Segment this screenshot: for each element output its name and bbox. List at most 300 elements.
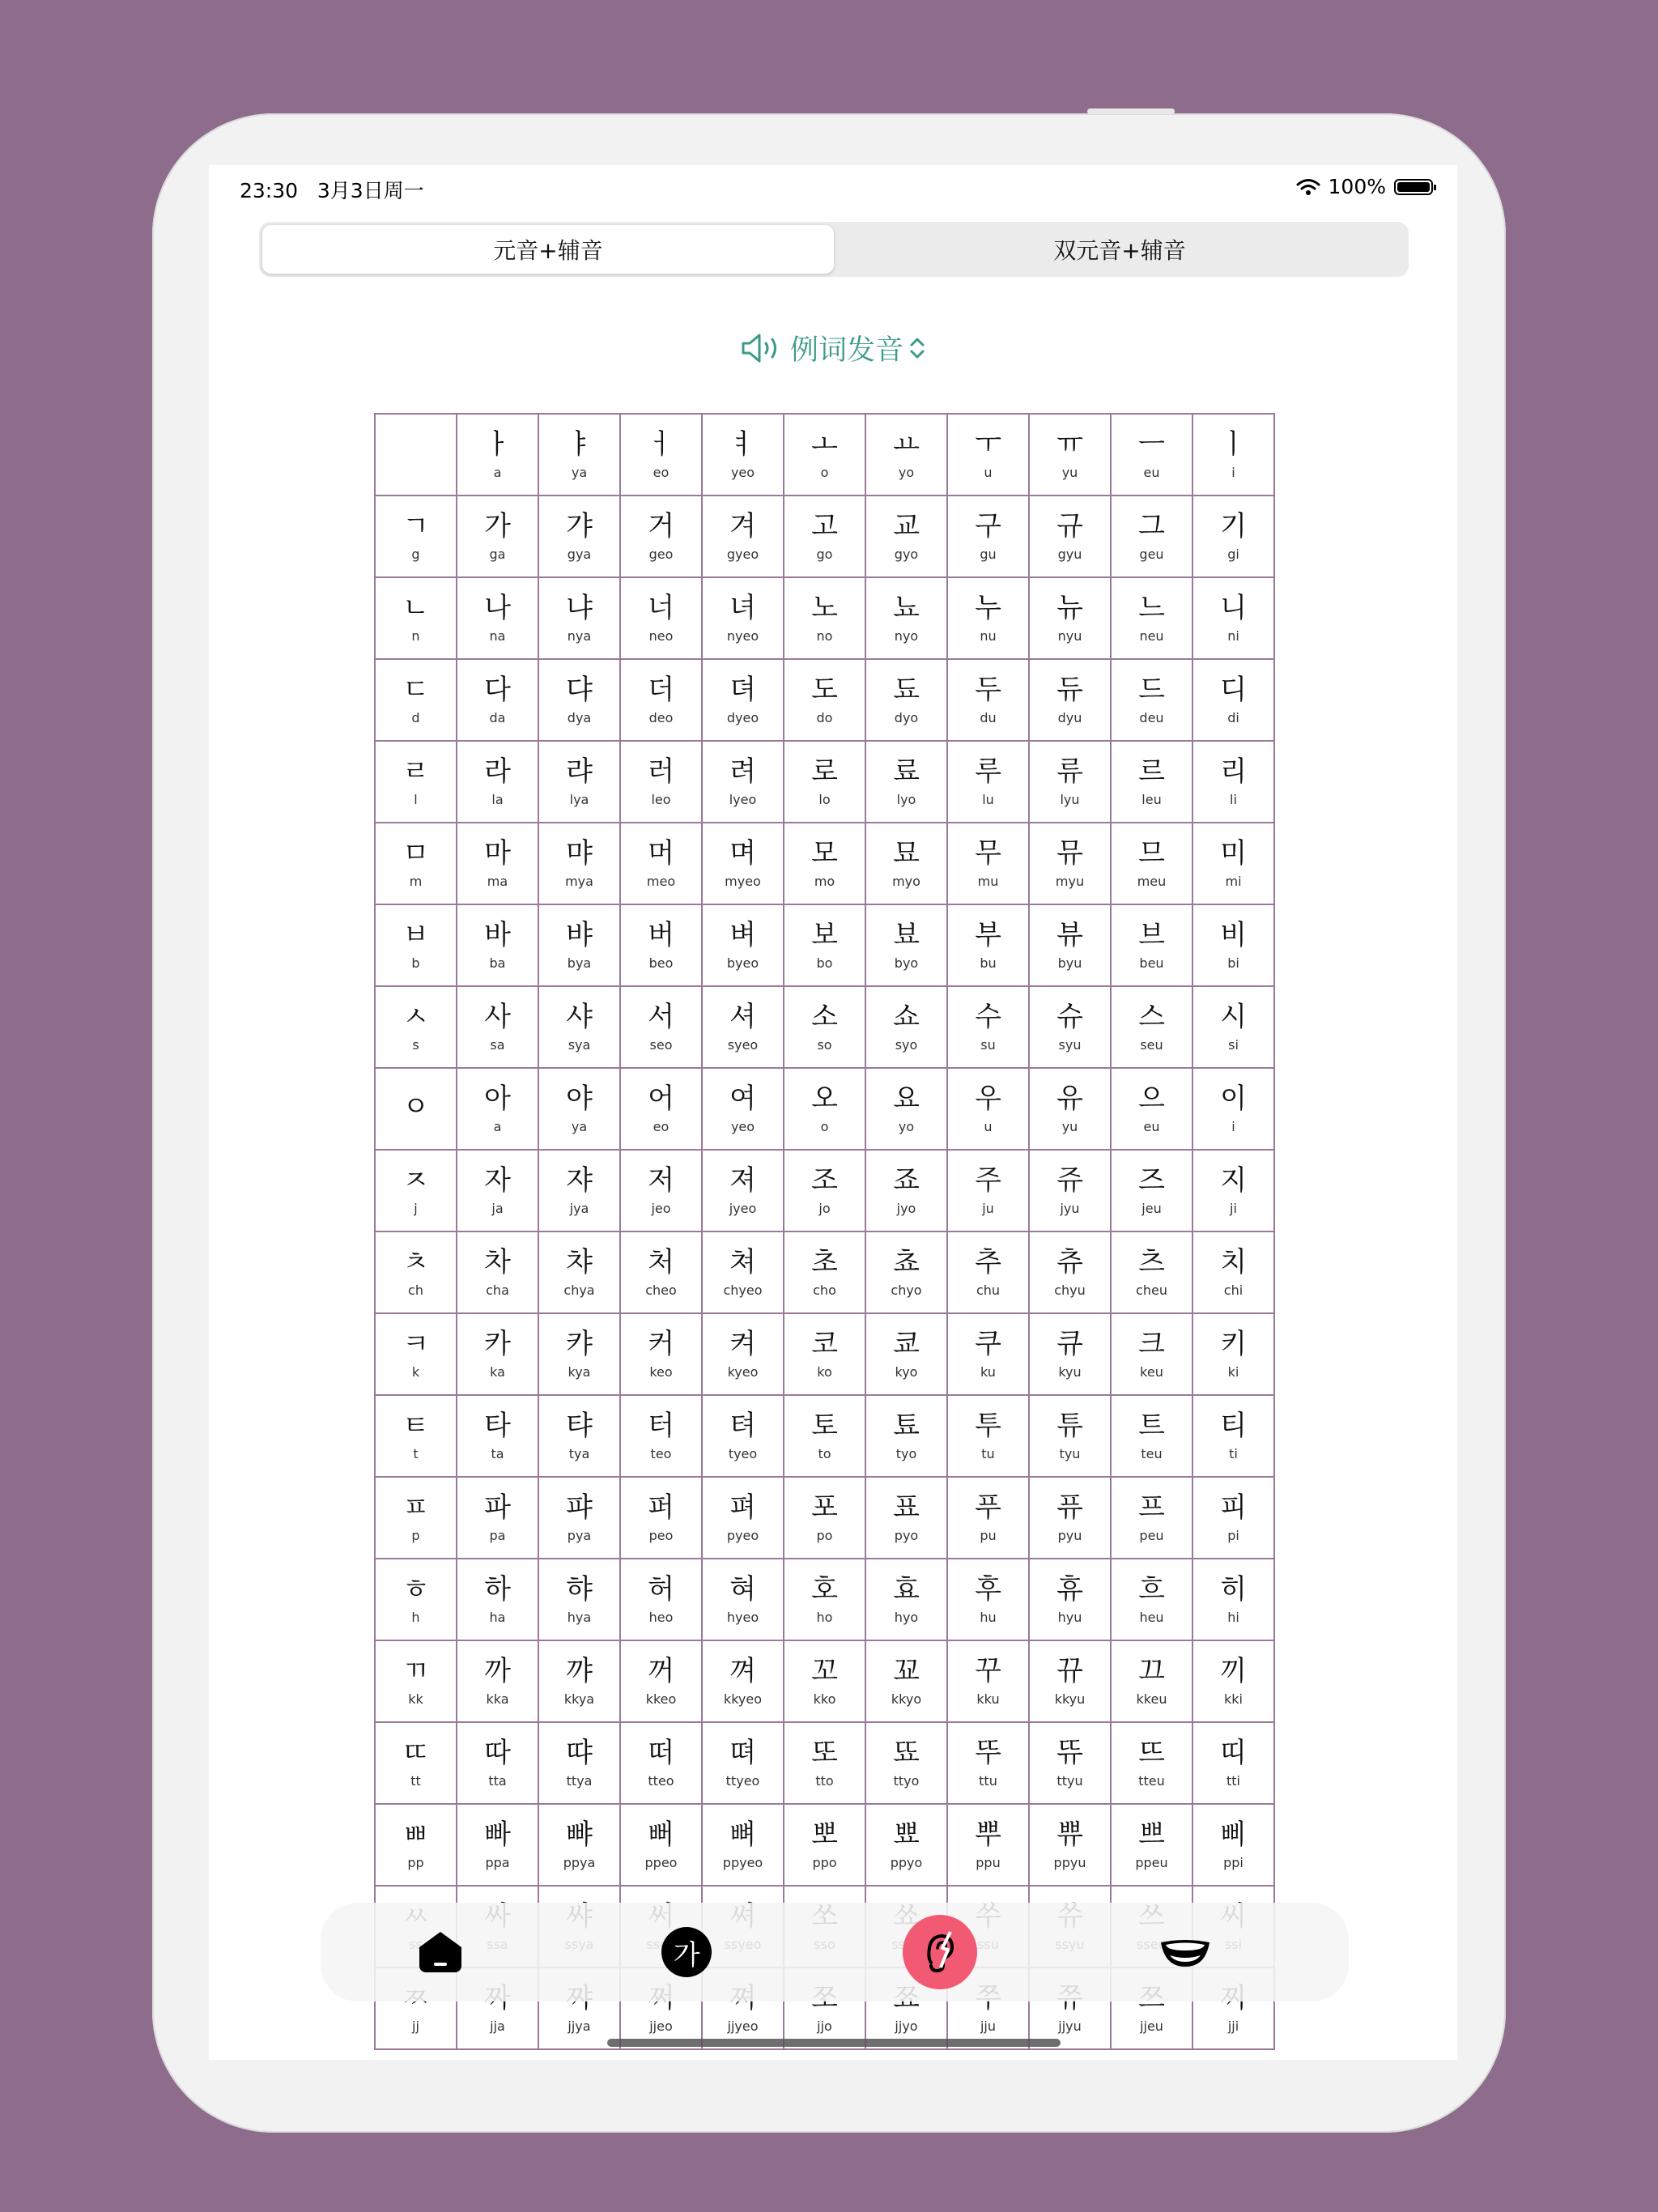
syllable-cell[interactable] xyxy=(1029,1477,1111,1559)
cell-romanization: si xyxy=(1228,1036,1239,1053)
syllable-cell[interactable] xyxy=(947,823,1029,904)
syllable-cell[interactable] xyxy=(784,904,865,986)
syllable-cell[interactable] xyxy=(1111,496,1192,577)
syllable-cell[interactable] xyxy=(1192,741,1274,823)
syllable-cell[interactable] xyxy=(620,1150,702,1231)
vowel-header-cell[interactable] xyxy=(457,414,538,496)
syllable-cell[interactable] xyxy=(784,1231,865,1313)
syllable-cell[interactable] xyxy=(865,1722,947,1804)
cell-romanization: jo xyxy=(818,1200,831,1216)
syllable-cell[interactable] xyxy=(1111,904,1192,986)
cell-romanization: chyu xyxy=(1054,1282,1086,1298)
vowel-header-cell[interactable] xyxy=(1192,414,1274,496)
cell-romanization: kyo xyxy=(895,1363,918,1380)
syllable-cell[interactable] xyxy=(620,1231,702,1313)
syllable-cell[interactable] xyxy=(865,823,947,904)
cell-hangul: 초 xyxy=(811,1245,838,1278)
table-row xyxy=(375,904,1274,986)
tab-home[interactable] xyxy=(392,1903,489,2001)
cell-romanization: bi xyxy=(1227,955,1239,971)
consonant-header-cell[interactable] xyxy=(375,1150,457,1231)
cell-romanization: da xyxy=(489,709,506,725)
syllable-cell[interactable] xyxy=(1029,741,1111,823)
table-row xyxy=(375,1231,1274,1313)
cell-hangul: 어 xyxy=(648,1082,674,1115)
syllable-cell[interactable] xyxy=(620,1068,702,1150)
syllable-cell[interactable] xyxy=(702,1640,784,1722)
syllable-cell[interactable] xyxy=(538,1068,620,1150)
syllable-cell[interactable] xyxy=(702,741,784,823)
cell-hangul: 져 xyxy=(729,1163,756,1197)
vowel-header-cell[interactable] xyxy=(1029,414,1111,496)
syllable-cell[interactable] xyxy=(865,496,947,577)
cell-hangul: 요 xyxy=(893,1082,920,1115)
syllable-cell[interactable] xyxy=(865,986,947,1068)
syllable-cell[interactable] xyxy=(1111,1395,1192,1477)
syllable-cell[interactable] xyxy=(538,1722,620,1804)
vowel-header-cell[interactable] xyxy=(1111,414,1192,496)
status-right xyxy=(1296,175,1433,198)
syllable-cell[interactable] xyxy=(702,1313,784,1395)
cell-hangul: 묘 xyxy=(893,836,920,870)
syllable-cell[interactable] xyxy=(784,1395,865,1477)
syllable-cell[interactable] xyxy=(702,659,784,741)
tab-listening[interactable] xyxy=(891,1903,988,2001)
syllable-cell[interactable] xyxy=(620,1804,702,1886)
cell-romanization: kko xyxy=(813,1691,836,1707)
example-sound-toggle[interactable] xyxy=(209,324,1457,372)
consonant-header-cell[interactable] xyxy=(375,904,457,986)
segment-vowel-consonant[interactable]: 元音+辅音 xyxy=(262,225,834,274)
syllable-cell[interactable] xyxy=(865,577,947,659)
consonant-header-cell[interactable] xyxy=(375,1559,457,1640)
syllable-cell[interactable] xyxy=(1111,1804,1192,1886)
consonant-header-cell[interactable] xyxy=(375,1722,457,1804)
cell-hangul: 갸 xyxy=(566,509,593,542)
syllable-cell[interactable] xyxy=(865,1640,947,1722)
consonant-header-cell[interactable] xyxy=(375,1477,457,1559)
syllable-cell[interactable] xyxy=(947,1477,1029,1559)
consonant-header-cell[interactable] xyxy=(375,1640,457,1722)
syllable-cell[interactable] xyxy=(784,1068,865,1150)
syllable-cell[interactable] xyxy=(538,659,620,741)
cell-hangul: 끄 xyxy=(1138,1654,1165,1687)
cell-hangul: 겨 xyxy=(729,509,756,542)
cell-hangul: 켜 xyxy=(729,1327,756,1360)
cell-hangul: 드 xyxy=(1138,673,1165,706)
syllable-cell[interactable] xyxy=(620,741,702,823)
cell-hangul: 주 xyxy=(975,1163,1001,1197)
syllable-cell[interactable] xyxy=(702,1231,784,1313)
syllable-cell[interactable] xyxy=(784,986,865,1068)
vowel-header-cell[interactable] xyxy=(620,414,702,496)
cell-hangul: 규 xyxy=(1056,509,1083,542)
syllable-cell[interactable] xyxy=(457,1395,538,1477)
cell-hangul: 무 xyxy=(975,836,1001,870)
syllable-cell[interactable] xyxy=(1029,1804,1111,1886)
table-header-row xyxy=(375,414,1274,496)
syllable-cell[interactable] xyxy=(947,577,1029,659)
vowel-header-cell[interactable] xyxy=(865,414,947,496)
cell-hangul: 우 xyxy=(975,1082,1001,1115)
syllable-cell[interactable] xyxy=(784,1722,865,1804)
syllable-cell[interactable] xyxy=(702,1395,784,1477)
syllable-cell[interactable] xyxy=(865,1313,947,1395)
syllable-cell[interactable] xyxy=(457,823,538,904)
syllable-cell[interactable] xyxy=(457,1231,538,1313)
syllable-cell[interactable] xyxy=(1029,904,1111,986)
cell-hangul: 투 xyxy=(975,1409,1001,1442)
syllable-cell[interactable] xyxy=(538,741,620,823)
home-indicator[interactable] xyxy=(607,2039,1061,2047)
cell-romanization: t xyxy=(413,1445,419,1461)
syllable-cell[interactable] xyxy=(784,1313,865,1395)
syllable-cell[interactable] xyxy=(457,1640,538,1722)
syllable-cell[interactable] xyxy=(1192,1231,1274,1313)
syllable-cell[interactable] xyxy=(1111,1313,1192,1395)
cell-romanization: jjya xyxy=(568,2018,591,2034)
cell-romanization: h xyxy=(411,1609,420,1625)
cell-romanization: jjeo xyxy=(649,2018,673,2034)
cell-romanization: ja xyxy=(491,1200,504,1216)
syllable-cell[interactable] xyxy=(947,1395,1029,1477)
syllable-cell[interactable] xyxy=(1192,1068,1274,1150)
cell-hangul: 므 xyxy=(1138,836,1165,870)
syllable-cell[interactable] xyxy=(1029,659,1111,741)
cell-hangul: 미 xyxy=(1220,836,1247,870)
cell-hangul: 뉴 xyxy=(1056,591,1083,624)
syllable-cell[interactable] xyxy=(538,904,620,986)
cell-hangul: ㅜ xyxy=(975,428,1001,461)
syllable-cell[interactable] xyxy=(620,1477,702,1559)
cell-hangul: ㄸ xyxy=(402,1736,429,1769)
cell-hangul: 터 xyxy=(648,1409,674,1442)
syllable-cell[interactable] xyxy=(1111,986,1192,1068)
tab-hangul[interactable] xyxy=(638,1903,735,2001)
syllable-cell[interactable] xyxy=(947,741,1029,823)
syllable-cell[interactable] xyxy=(1111,659,1192,741)
syllable-cell[interactable] xyxy=(457,1804,538,1886)
cell-romanization: keo xyxy=(649,1363,673,1380)
tab-speaking[interactable] xyxy=(1137,1903,1234,2001)
syllable-cell[interactable] xyxy=(947,496,1029,577)
syllable-cell[interactable] xyxy=(538,496,620,577)
cell-romanization: gya xyxy=(567,546,592,562)
syllable-cell[interactable] xyxy=(1111,1231,1192,1313)
consonant-header-cell[interactable] xyxy=(375,1068,457,1150)
syllable-cell[interactable] xyxy=(784,823,865,904)
syllable-cell[interactable] xyxy=(784,1640,865,1722)
syllable-cell[interactable] xyxy=(1029,986,1111,1068)
cell-romanization: gyu xyxy=(1057,546,1082,562)
syllable-cell[interactable] xyxy=(784,1559,865,1640)
cell-romanization: gi xyxy=(1227,546,1239,562)
cell-hangul: 츠 xyxy=(1138,1245,1165,1278)
cell-hangul: 휴 xyxy=(1056,1572,1083,1606)
syllable-cell[interactable] xyxy=(1029,1231,1111,1313)
cell-hangul: 이 xyxy=(1220,1082,1247,1115)
cell-romanization: dyo xyxy=(894,709,919,725)
syllable-cell[interactable] xyxy=(620,577,702,659)
table-row xyxy=(375,1722,1274,1804)
consonant-header-cell[interactable] xyxy=(375,496,457,577)
cell-romanization: jjeu xyxy=(1140,2018,1163,2034)
syllable-cell[interactable] xyxy=(1029,1559,1111,1640)
syllable-cell[interactable] xyxy=(702,1150,784,1231)
syllable-cell[interactable] xyxy=(620,496,702,577)
consonant-header-cell[interactable] xyxy=(375,986,457,1068)
syllable-cell[interactable] xyxy=(1111,823,1192,904)
syllable-cell[interactable] xyxy=(1192,1559,1274,1640)
syllable-cell[interactable] xyxy=(865,1804,947,1886)
syllable-cell[interactable] xyxy=(1111,1640,1192,1722)
syllable-cell[interactable] xyxy=(620,904,702,986)
syllable-cell[interactable] xyxy=(1029,1722,1111,1804)
syllable-cell[interactable] xyxy=(457,1313,538,1395)
cell-romanization: ku xyxy=(980,1363,996,1380)
table-row xyxy=(375,577,1274,659)
cell-hangul: 료 xyxy=(893,755,920,788)
cell-hangul: 듀 xyxy=(1056,673,1083,706)
corner-cell xyxy=(375,414,457,496)
cell-hangul: ㅊ xyxy=(402,1245,429,1278)
cell-hangul: 타 xyxy=(484,1409,511,1442)
syllable-cell[interactable] xyxy=(457,577,538,659)
syllable-cell[interactable] xyxy=(538,1640,620,1722)
syllable-cell[interactable] xyxy=(620,1640,702,1722)
syllable-cell[interactable] xyxy=(620,659,702,741)
table-row xyxy=(375,986,1274,1068)
syllable-cell[interactable] xyxy=(1192,1722,1274,1804)
syllable-cell[interactable] xyxy=(1192,659,1274,741)
syllable-cell[interactable] xyxy=(947,1231,1029,1313)
syllable-cell[interactable] xyxy=(1029,823,1111,904)
consonant-header-cell[interactable] xyxy=(375,1313,457,1395)
syllable-cell[interactable] xyxy=(702,1722,784,1804)
cell-romanization: pyeo xyxy=(726,1527,759,1543)
syllable-cell[interactable] xyxy=(1192,904,1274,986)
syllable-cell[interactable] xyxy=(1111,1722,1192,1804)
syllable-cell[interactable] xyxy=(702,1804,784,1886)
syllable-cell[interactable] xyxy=(1111,577,1192,659)
vowel-header-cell[interactable] xyxy=(784,414,865,496)
consonant-header-cell[interactable] xyxy=(375,1231,457,1313)
syllable-cell[interactable] xyxy=(620,1395,702,1477)
syllable-cell[interactable] xyxy=(538,823,620,904)
syllable-cell[interactable] xyxy=(865,1395,947,1477)
cell-hangul: ㅗ xyxy=(811,428,838,461)
syllable-cell[interactable] xyxy=(1029,1313,1111,1395)
consonant-header-cell[interactable] xyxy=(375,741,457,823)
app-screen xyxy=(209,165,1457,2060)
cell-romanization: pa xyxy=(489,1527,506,1543)
syllable-cell[interactable] xyxy=(702,823,784,904)
syllable-cell[interactable] xyxy=(947,1722,1029,1804)
syllable-cell[interactable] xyxy=(538,1477,620,1559)
cell-romanization: kkyu xyxy=(1054,1691,1086,1707)
cell-hangul: 뜌 xyxy=(1056,1736,1083,1769)
syllable-cell[interactable] xyxy=(865,1231,947,1313)
syllable-cell[interactable] xyxy=(702,986,784,1068)
cell-romanization: ti xyxy=(1229,1445,1238,1461)
syllable-cell[interactable] xyxy=(538,1231,620,1313)
syllable-cell[interactable] xyxy=(1192,1313,1274,1395)
cell-romanization: kk xyxy=(408,1691,423,1707)
syllable-cell[interactable] xyxy=(702,904,784,986)
syllable-cell[interactable] xyxy=(1029,1395,1111,1477)
syllable-cell[interactable] xyxy=(538,986,620,1068)
cell-hangul: 뺘 xyxy=(566,1818,593,1851)
syllable-cell[interactable] xyxy=(784,1804,865,1886)
syllable-cell[interactable] xyxy=(538,1559,620,1640)
cell-romanization: j xyxy=(414,1200,418,1216)
syllable-cell[interactable] xyxy=(457,1150,538,1231)
syllable-cell[interactable] xyxy=(620,1559,702,1640)
consonant-header-cell[interactable] xyxy=(375,577,457,659)
syllable-cell[interactable] xyxy=(865,1150,947,1231)
syllable-cell[interactable] xyxy=(620,1722,702,1804)
syllable-cell[interactable] xyxy=(620,986,702,1068)
syllable-cell[interactable] xyxy=(947,904,1029,986)
syllable-cell[interactable] xyxy=(947,1559,1029,1640)
cell-hangul: 지 xyxy=(1220,1163,1247,1197)
cell-hangul: 피 xyxy=(1220,1491,1247,1524)
syllable-cell[interactable] xyxy=(457,1722,538,1804)
cell-hangul: 라 xyxy=(484,755,511,788)
cell-hangul: ㅅ xyxy=(402,1000,429,1033)
cell-hangul: 디 xyxy=(1220,673,1247,706)
syllable-cell[interactable] xyxy=(702,577,784,659)
syllable-cell[interactable] xyxy=(702,496,784,577)
syllable-cell[interactable] xyxy=(1192,496,1274,577)
cell-hangul: ㅑ xyxy=(566,428,593,461)
syllable-cell[interactable] xyxy=(1192,823,1274,904)
syllable-cell[interactable] xyxy=(865,1559,947,1640)
cell-romanization: beo xyxy=(648,955,674,971)
consonant-header-cell[interactable] xyxy=(375,823,457,904)
syllable-cell[interactable] xyxy=(865,659,947,741)
cell-hangul: 르 xyxy=(1138,755,1165,788)
vowel-header-cell[interactable] xyxy=(538,414,620,496)
cell-romanization: eo xyxy=(653,1118,670,1134)
cell-romanization: hi xyxy=(1227,1609,1239,1625)
syllable-cell[interactable] xyxy=(457,741,538,823)
cell-romanization: peo xyxy=(648,1527,674,1543)
syllable-cell[interactable] xyxy=(1029,1068,1111,1150)
cell-hangul: 탸 xyxy=(566,1409,593,1442)
syllable-cell[interactable] xyxy=(1111,741,1192,823)
syllable-cell[interactable] xyxy=(538,1395,620,1477)
syllable-cell[interactable] xyxy=(865,1477,947,1559)
cell-hangul: 나 xyxy=(484,591,511,624)
syllable-cell[interactable] xyxy=(1192,986,1274,1068)
syllable-cell[interactable] xyxy=(702,1477,784,1559)
syllable-cell[interactable] xyxy=(1029,577,1111,659)
syllable-cell[interactable] xyxy=(947,1068,1029,1150)
syllable-cell[interactable] xyxy=(947,1640,1029,1722)
syllable-cell[interactable] xyxy=(457,1477,538,1559)
syllable-cell[interactable] xyxy=(1029,1150,1111,1231)
syllable-cell[interactable] xyxy=(865,741,947,823)
syllable-cell[interactable] xyxy=(620,823,702,904)
syllable-cell[interactable] xyxy=(947,659,1029,741)
consonant-header-cell[interactable] xyxy=(375,1804,457,1886)
syllable-cell[interactable] xyxy=(947,1150,1029,1231)
syllable-cell[interactable] xyxy=(538,577,620,659)
vowel-header-cell[interactable] xyxy=(947,414,1029,496)
syllable-cell[interactable] xyxy=(457,496,538,577)
syllable-cell[interactable] xyxy=(947,1313,1029,1395)
syllable-cell[interactable] xyxy=(784,577,865,659)
syllable-cell[interactable] xyxy=(784,1477,865,1559)
syllable-cell[interactable] xyxy=(1111,1150,1192,1231)
cell-hangul: 슈 xyxy=(1056,1000,1083,1033)
cell-romanization: seu xyxy=(1140,1036,1163,1053)
table-row xyxy=(375,1640,1274,1722)
cell-romanization: u xyxy=(984,1118,993,1134)
syllable-cell[interactable] xyxy=(784,741,865,823)
ear-icon xyxy=(903,1915,977,1989)
syllable-cell[interactable] xyxy=(702,1068,784,1150)
syllable-cell[interactable] xyxy=(947,1804,1029,1886)
syllable-cell[interactable] xyxy=(538,1804,620,1886)
syllable-cell[interactable] xyxy=(457,986,538,1068)
syllable-cell[interactable] xyxy=(457,1559,538,1640)
consonant-header-cell[interactable] xyxy=(375,659,457,741)
syllable-cell[interactable] xyxy=(457,904,538,986)
syllable-cell[interactable] xyxy=(784,659,865,741)
cell-hangul: 야 xyxy=(566,1082,593,1115)
syllable-cell[interactable] xyxy=(784,1150,865,1231)
syllable-cell[interactable] xyxy=(784,496,865,577)
syllable-cell[interactable] xyxy=(1192,1150,1274,1231)
syllable-cell[interactable] xyxy=(865,904,947,986)
segment-diphthong-consonant[interactable]: 双元音+辅音 xyxy=(1053,237,1186,264)
cell-hangul: 루 xyxy=(975,755,1001,788)
syllable-cell[interactable] xyxy=(1192,1804,1274,1886)
cell-hangul: 꺼 xyxy=(648,1654,674,1687)
syllable-cell[interactable] xyxy=(1192,1395,1274,1477)
syllable-cell[interactable] xyxy=(1111,1068,1192,1150)
syllable-cell[interactable] xyxy=(457,659,538,741)
syllable-cell[interactable] xyxy=(538,1313,620,1395)
syllable-cell[interactable] xyxy=(702,1559,784,1640)
syllable-cell[interactable] xyxy=(538,1150,620,1231)
syllable-cell[interactable] xyxy=(865,1068,947,1150)
cell-romanization: ko xyxy=(817,1363,832,1380)
syllable-cell[interactable] xyxy=(620,1313,702,1395)
cell-hangul: 뼈 xyxy=(729,1818,756,1851)
syllable-cell[interactable] xyxy=(1029,1640,1111,1722)
cell-romanization: hya xyxy=(567,1609,592,1625)
cell-hangul: 조 xyxy=(811,1163,838,1197)
syllable-cell[interactable] xyxy=(1111,1477,1192,1559)
syllable-cell[interactable] xyxy=(947,986,1029,1068)
cell-romanization: gyo xyxy=(894,546,919,562)
syllable-cell[interactable] xyxy=(457,1068,538,1150)
cell-hangul: 퍄 xyxy=(566,1491,593,1524)
syllable-cell[interactable] xyxy=(1192,1477,1274,1559)
syllable-cell[interactable] xyxy=(1192,577,1274,659)
vowel-header-cell[interactable] xyxy=(702,414,784,496)
cell-romanization: hyo xyxy=(894,1609,919,1625)
cell-romanization: kyu xyxy=(1058,1363,1082,1380)
syllable-cell[interactable] xyxy=(1192,1640,1274,1722)
cell-romanization: yeo xyxy=(730,1118,755,1134)
syllable-cell[interactable] xyxy=(1111,1559,1192,1640)
syllable-cell[interactable] xyxy=(1029,496,1111,577)
consonant-header-cell[interactable] xyxy=(375,1395,457,1477)
